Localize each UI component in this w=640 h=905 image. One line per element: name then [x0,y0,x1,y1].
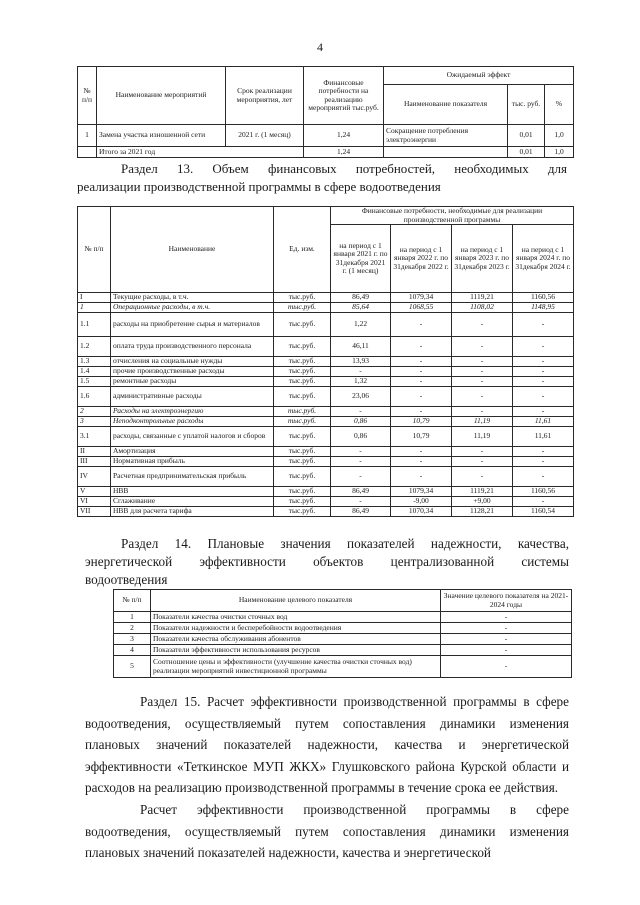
cell-value-2023: 1108,02 [452,303,513,313]
table-row [78,457,574,467]
cell-value-2023: - [452,447,513,457]
cell-value-2024: - [513,313,574,337]
cell-name: Показатели эффективности использования ресурсов [151,645,441,656]
cell-value-2021: 86,49 [331,487,391,497]
table-row [78,387,574,407]
cell-value-2022: 1079,34 [391,487,452,497]
cell-value-2021: 13,93 [331,357,391,367]
cell-no: 1.6 [78,387,111,407]
cell-name: Замена участка изношенной сети [97,125,226,147]
cell-unit: тыс.руб. [274,407,331,417]
cell-value-2023: - [452,387,513,407]
cell-value-2024: - [513,337,574,357]
cell-value-2023: - [452,377,513,387]
table-row [114,623,572,634]
cell-value-2024: - [513,387,574,407]
table-row [78,357,574,367]
cell-value-2021: 1,32 [331,377,391,387]
cell-no: 3 [114,634,151,645]
table-row [114,612,572,623]
efficiency-paragraph: Расчет эффективности производственной программы в сфере водоотведения, осуществляемый путем сопоставления динамики изменения плановых значений показателей надежности, качества и энергетической [85,802,569,860]
header-effect: Ожидаемый эффект [384,67,574,85]
header-period-2022: на период с 1 января 2022 г. по 31декабря 2022 г. [391,225,452,293]
cell-value-2023: 11,19 [452,427,513,447]
cell-value-2021: 46,11 [331,337,391,357]
cell-value-2024: - [513,457,574,467]
header-no: № п/п [114,590,151,612]
cell-unit: тыс.руб. [274,377,331,387]
cell-value-2023: - [452,367,513,377]
table-row [78,313,574,337]
header-group: Финансовые потребности, необходимые для реализации производственной программы [331,207,574,225]
cell-name: отчисления на социальные нужды [111,357,274,367]
header-name: Наименование [111,207,274,293]
cell-value-2021: 86,49 [331,293,391,303]
cell-unit: тыс.руб. [274,507,331,517]
section-14-heading [85,535,569,589]
table-row [78,303,574,313]
cell-value-2024: 1160,56 [513,487,574,497]
page-number: 4 [317,40,323,54]
cell-name: прочие производственные расходы [111,367,274,377]
cell-value-2022: - [391,467,452,487]
cell-name: Расчетная предпринимательская прибыль [111,467,274,487]
header-indicator: Наименование показателя [384,85,508,125]
cell-no: 1 [78,303,111,313]
cell-no: I [78,293,111,303]
header-unit-pct: % [545,85,574,125]
cell-value-2021: - [331,407,391,417]
cell-name: НВВ [111,487,274,497]
cell-value-2024: 11,61 [513,427,574,447]
header-name: Наименование мероприятий [97,67,226,125]
table-row [78,293,574,303]
cell-finance: 1,24 [304,125,384,147]
cell-value-2021: - [331,457,391,467]
cell-value-2023: - [452,407,513,417]
header-term: Срок реализации мероприятия, лет [226,67,304,125]
table-row [114,656,572,678]
cell-no: 2 [78,407,111,417]
table-row [78,447,574,457]
table-row [78,377,574,387]
cell-unit: тыс.руб. [274,303,331,313]
cell-unit: тыс.руб. [274,457,331,467]
section-13-line2: реализации производственной программы в сфере водоотведения [77,179,441,194]
cell-indicator: Сокращение потребления электроэнергии [384,125,508,147]
cell-name: расходы на приобретение сырья и материалов [111,313,274,337]
cell-value-2021: - [331,467,391,487]
cell-no: 3 [78,417,111,427]
section-13-heading [77,160,567,196]
cell-value-2022: 1079,34 [391,293,452,303]
cell-value-2023: - [452,357,513,367]
cell-value-2024: 1160,54 [513,507,574,517]
cell-value-2022: - [391,337,452,357]
cell-value-2021: 85,64 [331,303,391,313]
cell-value-2022: - [391,313,452,337]
total-finance: 1,24 [304,147,384,158]
header-value: Значение целевого показателя на 2021-2024 годы [441,590,572,612]
cell-name: оплата труда производственного персонала [111,337,274,357]
cell-value-2023: - [452,337,513,357]
section-14-line3: водоотведения [85,572,168,587]
cell-unit: тыс.руб. [274,337,331,357]
cell-value: - [441,612,572,623]
header-no: № п/п [78,67,97,125]
cell-value-2024: - [513,447,574,457]
cell-name: Показатели надежности и бесперебойности водоотведения [151,623,441,634]
section-14-line1: Раздел 14. Плановые значения показателей надежности, качества, [121,536,569,551]
cell-name: Операционные расходы, в т.ч. [111,303,274,313]
cell-rub: 0,01 [508,125,545,147]
cell-unit: тыс.руб. [274,427,331,447]
cell-name: ремонтные расходы [111,377,274,387]
cell-unit: тыс.руб. [274,367,331,377]
cell-value-2023: 1119,21 [452,293,513,303]
cell-unit: тыс.руб. [274,313,331,337]
header-unit-rub: тыс. руб. [508,85,545,125]
table-row [78,497,574,507]
cell-value-2023: - [452,313,513,337]
cell-no: IV [78,467,111,487]
cell-value-2022: - [391,447,452,457]
table-row [78,487,574,497]
cell-value-2024: - [513,497,574,507]
cell-no: 1.2 [78,337,111,357]
cell-value-2024: - [513,357,574,367]
cell-value-2022: - [391,387,452,407]
table-row [78,407,574,417]
cell-value-2021: 86,49 [331,507,391,517]
cell-no: 1.3 [78,357,111,367]
cell-value-2022: - [391,457,452,467]
cell-value-2023: 1128,21 [452,507,513,517]
cell-no: 4 [114,645,151,656]
cell-name: административные расходы [111,387,274,407]
table-row [78,125,574,147]
cell-value: - [441,656,572,678]
table-row [114,634,572,645]
cell-value-2024: - [513,377,574,387]
cell-value-2022: - [391,407,452,417]
cell-no: 1.4 [78,367,111,377]
cell-value-2023: 1119,21 [452,487,513,497]
cell-value-2021: 0,86 [331,417,391,427]
cell-name: Амортизация [111,447,274,457]
cell-value-2022: 1070,34 [391,507,452,517]
cell-value-2022: -9,00 [391,497,452,507]
table-row [78,337,574,357]
cell-value-2022: 1068,55 [391,303,452,313]
header-name: Наименование целевого показателя [151,590,441,612]
header-period-2021: на период с 1 января 2021 г. по 31декабря 2021 г. (1 месяц) [331,225,391,293]
cell-no: II [78,447,111,457]
cell-name: Нормативная прибыль [111,457,274,467]
cell-value-2021: - [331,447,391,457]
cell-no: 1 [114,612,151,623]
cell-no: 2 [114,623,151,634]
cell-name: НВВ для расчета тарифа [111,507,274,517]
cell-value-2024: - [513,467,574,487]
cell-no: 3.1 [78,427,111,447]
cell-value-2024: - [513,407,574,417]
cell-value: - [441,623,572,634]
cell-name: Неподконтрольные расходы [111,417,274,427]
table-row [78,507,574,517]
cell-no: 1 [78,125,97,147]
cell-no: VI [78,497,111,507]
table-row [114,645,572,656]
cell-value-2023: - [452,467,513,487]
cell-value-2021: 23,06 [331,387,391,407]
cell-no: 5 [114,656,151,678]
cell-unit: тыс.руб. [274,497,331,507]
cell-value-2024: 1148,95 [513,303,574,313]
cell-no: 1.1 [78,313,111,337]
table-row [78,367,574,377]
section-15-paragraph: Раздел 15. Расчет эффективности производственной программы в сфере водоотведения, осуществляемый путем сопоставления динамики изменения плановых значений показателей надежности, качества и энергетической эффективности «Теткинское МУП ЖКХ» Глушковского района Курской области и расходов на реализацию производственной программы в течение срока ее действия. [85,694,569,795]
cell-unit: тыс.руб. [274,417,331,427]
header-no: № п/п [78,207,111,293]
cell-name: расходы, связанные с уплатой налогов и сборов [111,427,274,447]
cell-value: - [441,645,572,656]
cell-value-2021: 1,22 [331,313,391,337]
cell-name: Соотношение цены и эффективности (улучшение качества очистки сточных вод) реализации мероприятий инвестиционной программы [151,656,441,678]
financial-needs-table [77,206,574,517]
section-13-line1: Раздел 13. Объем финансовых потребностей, необходимых для [121,161,567,176]
cell-value: - [441,634,572,645]
table-row [78,467,574,487]
cell-value-2021: 0,86 [331,427,391,447]
cell-name: Показатели качества обслуживания абонентов [151,634,441,645]
cell-unit: тыс.руб. [274,447,331,457]
cell-unit: тыс.руб. [274,387,331,407]
cell-term: 2021 г. (1 месяц) [226,125,304,147]
table-row [78,417,574,427]
cell-unit: тыс.руб. [274,357,331,367]
cell-value-2021: - [331,497,391,507]
cell-value-2022: 10,79 [391,417,452,427]
table-row [78,427,574,447]
cell-value-2022: - [391,357,452,367]
cell-value-2023: +9,00 [452,497,513,507]
total-rub: 0,01 [508,147,545,158]
cell-name: Расходы на электроэнергию [111,407,274,417]
total-pct: 1,0 [545,147,574,158]
target-indicators-table [113,589,572,678]
cell-no: VII [78,507,111,517]
cell-value-2023: 11,19 [452,417,513,427]
cell-value-2024: 11,61 [513,417,574,427]
section-14-line2: энергетической эффективности объектов централизованной системы [85,554,569,569]
header-period-2024: на период с 1 января 2024 г. по 31декабря 2024 г. [513,225,574,293]
total-row [78,147,574,158]
cell-value-2023: - [452,457,513,467]
cell-no: 1.5 [78,377,111,387]
header-period-2023: на период с 1 января 2023 г. по 31декабря 2023 г. [452,225,513,293]
cell-value-2022: 10,79 [391,427,452,447]
cell-name: Сглаживание [111,497,274,507]
header-unit: Ед. изм. [274,207,331,293]
cell-no: III [78,457,111,467]
cell-value-2021: - [331,367,391,377]
total-label: Итого за 2021 год [97,147,304,158]
cell-value-2024: 1160,56 [513,293,574,303]
cell-value-2024: - [513,367,574,377]
cell-unit: тыс.руб. [274,487,331,497]
header-finance: Финансовые потребности на реализацию мероприятий тыс.руб. [304,67,384,125]
cell-unit: тыс.руб. [274,467,331,487]
cell-name: Показатели качества очистки сточных вод [151,612,441,623]
cell-pct: 1,0 [545,125,574,147]
measures-table [77,66,574,158]
cell-unit: тыс.руб. [274,293,331,303]
cell-no: V [78,487,111,497]
cell-value-2022: - [391,377,452,387]
cell-name: Текущие расходы, в т.ч. [111,293,274,303]
cell-value-2022: - [391,367,452,377]
